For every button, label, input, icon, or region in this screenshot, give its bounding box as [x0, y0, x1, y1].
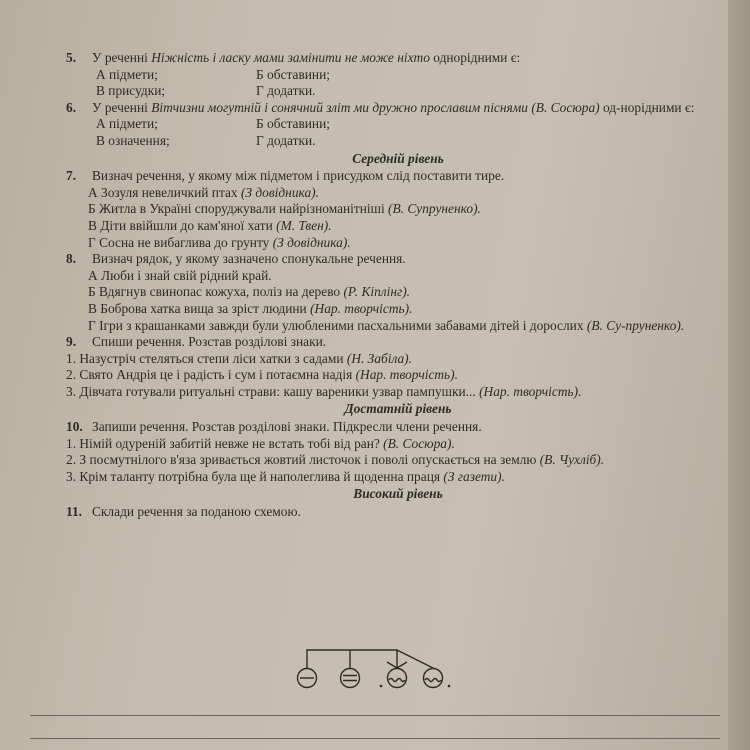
question-5	[66, 50, 730, 100]
question-9	[66, 334, 730, 400]
question-7	[66, 168, 730, 251]
wavy-mark	[425, 679, 441, 682]
question-text: Запиши речення. Розстав розділові знаки. Підкресли члени речення.	[92, 419, 482, 435]
question-number: 11.	[66, 504, 82, 520]
exercise-content	[66, 50, 730, 521]
option-c: В Боброва хатка вища за зріст людини (Нар. творчість).	[88, 300, 413, 316]
option-c: В Діти ввійшли до кам'яної хати (М. Твен).	[88, 217, 332, 233]
list-item: 1. Німій одуреній забитій невже не встать тобі від ран? (В. Сосюра).	[66, 435, 455, 451]
option-a: А Люби і знай свій рідний край.	[88, 267, 272, 283]
option-b: Б Вдягнув свинопас кожуха, поліз на дерево (Р. Кіплінг).	[88, 284, 411, 300]
option-b: Б Житла в Україні споруджували найрізноманітніші (В. Супруненко).	[88, 201, 481, 217]
question-10	[66, 419, 730, 485]
list-item: 3. Дівчата готували ритуальні страви: кашу вареники узвар пампушки... (Нар. творчість).	[66, 383, 582, 399]
option-d: Г додатки.	[256, 132, 316, 148]
question-6	[66, 100, 730, 150]
predicate-circle	[341, 669, 360, 688]
predicate-mark	[343, 676, 357, 681]
answer-options	[66, 116, 730, 149]
writing-line	[30, 715, 720, 716]
question-text: Визнач речення, у якому між підметом і присудком слід поставити тире.	[92, 168, 505, 184]
question-text: У реченні Ніжність і ласку мами замінити не може ніхто однорідними є:	[92, 50, 521, 65]
option-c: В присудки;	[96, 83, 166, 99]
scheme-connector-line	[307, 650, 397, 668]
question-number: 6.	[66, 99, 77, 115]
period-mark	[448, 685, 451, 688]
level-heading-sufficient: Достатній рівень	[344, 401, 452, 417]
question-8	[66, 251, 730, 334]
question-number: 7.	[66, 168, 77, 184]
answer-options	[66, 67, 730, 100]
sentence-list	[66, 351, 730, 401]
sentence-list	[66, 436, 730, 486]
level-heading-high: Високий рівень	[353, 486, 443, 502]
list-item: 2. Свято Андрія це і радість і сум і потаємна надія (Нар. творчість).	[66, 367, 458, 383]
question-number: 10.	[66, 419, 83, 435]
list-item: 1. Назустріч стеляться степи ліси хатки з садами (Н. Забіла).	[66, 350, 412, 366]
comma-mark	[380, 685, 383, 688]
option-a: А підмети;	[96, 116, 158, 132]
question-text: У реченні Вітчизни могутній і сонячний злiт ми дружно прославим піснями (В. Сосюра) од-норідними є:	[92, 99, 695, 115]
option-b: Б обставини;	[256, 116, 330, 132]
question-text: Спиши речення. Розстав розділові знаки.	[92, 334, 327, 350]
option-d: Г додатки.	[256, 83, 316, 99]
question-number: 5.	[66, 50, 77, 65]
option-d: Г Ігри з крашанками завжди були улюбленими пасхальними забавами дітей і дорослих (В. Су-пруненко).	[88, 317, 685, 333]
question-11	[66, 504, 730, 521]
option-a: А підмети;	[96, 66, 158, 82]
option-d: Г Сосна не вибаглива до грунту (З довідника).	[88, 234, 351, 250]
option-c: В означення;	[96, 132, 170, 148]
option-a: А Зозуля невеличкий птах (З довідника).	[88, 184, 319, 200]
list-item: 3. Крім таланту потрібна була ще й наполеглива й щоденна праця (З газети).	[66, 468, 505, 484]
list-item: 2. З посмутнілого в'яза зривається жовтий листочок і поволі опускається на землю (В. Чухліб).	[66, 452, 605, 468]
wavy-mark	[389, 679, 405, 682]
question-text: Визнач рядок, у якому зазначено спонукальне речення.	[92, 251, 406, 267]
sentence-scheme-diagram	[285, 640, 485, 700]
option-b: Б обставини;	[256, 66, 330, 82]
level-heading-medium: Середній рівень	[352, 150, 444, 166]
answer-options	[66, 185, 730, 251]
question-number: 9.	[66, 334, 77, 350]
writing-line	[30, 738, 720, 739]
page-edge	[728, 0, 750, 750]
question-text: Склади речення за поданою схемою.	[92, 504, 301, 520]
question-number: 8.	[66, 251, 77, 267]
answer-options	[66, 268, 730, 334]
